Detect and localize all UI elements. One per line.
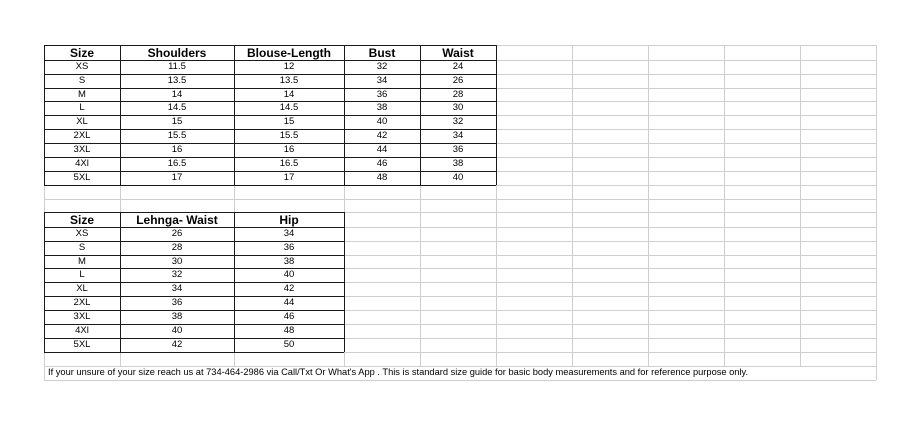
table1-cell: 44 bbox=[376, 144, 388, 156]
table2-cell: 46 bbox=[283, 311, 295, 323]
table2-cell: 38 bbox=[283, 255, 295, 267]
table1-cell: 13.5 bbox=[167, 75, 187, 87]
grid-line bbox=[648, 45, 649, 366]
table1-cell: 4Xl bbox=[75, 158, 89, 170]
table1-cell: 30 bbox=[452, 102, 464, 114]
table2-cell: 44 bbox=[283, 297, 295, 309]
table1-cell: 14 bbox=[283, 88, 295, 100]
table1-cell: 32 bbox=[452, 116, 464, 128]
footer-note: If your unsure of your size reach us at 734-464-2986 via Call/Txt Or What's App . This is standard size guide for basic body measurements and for reference purpose only. bbox=[48, 367, 749, 377]
table1-cell: 16.5 bbox=[167, 158, 187, 170]
table1-header-bust: Bust bbox=[368, 45, 396, 60]
table1-cell: 40 bbox=[452, 172, 464, 184]
table2-cell: 42 bbox=[171, 339, 183, 351]
table2-cell: 48 bbox=[283, 325, 295, 337]
table1-border bbox=[496, 45, 497, 185]
table2-cell: XL bbox=[76, 283, 88, 295]
table1-cell: 34 bbox=[452, 130, 464, 142]
table1-cell: 14 bbox=[171, 88, 183, 100]
table1-cell: 46 bbox=[376, 158, 388, 170]
table2-header-lehnga-waist: Lehnga- Waist bbox=[136, 212, 218, 227]
table2-cell: 36 bbox=[283, 242, 295, 254]
table1-cell: 15.5 bbox=[167, 130, 187, 142]
table2-cell: 30 bbox=[171, 255, 183, 267]
table1-cell: 17 bbox=[283, 172, 295, 184]
table1-cell: 13.5 bbox=[279, 75, 299, 87]
grid-line bbox=[876, 45, 877, 380]
table1-cell: 11.5 bbox=[168, 61, 186, 73]
table1-cell: 48 bbox=[376, 172, 388, 184]
table1-border bbox=[44, 185, 496, 186]
table1-cell: 17 bbox=[171, 172, 183, 184]
table1-cell: 16 bbox=[171, 144, 183, 156]
table2-cell: 42 bbox=[283, 283, 295, 295]
table1-cell: 16.5 bbox=[279, 158, 299, 170]
table2-border bbox=[344, 212, 345, 352]
table1-cell: 14.5 bbox=[167, 102, 187, 114]
grid-line bbox=[800, 45, 801, 366]
table1-cell: 16 bbox=[283, 144, 295, 156]
table1-cell: 12 bbox=[283, 61, 295, 73]
table2-header-size: Size bbox=[69, 212, 94, 227]
grid-line bbox=[44, 199, 876, 200]
table2-header-hip: Hip bbox=[279, 212, 299, 227]
grid-line bbox=[44, 380, 876, 381]
table2-cell: M bbox=[78, 255, 86, 267]
table2-cell: 2XL bbox=[73, 297, 91, 309]
table1-cell: S bbox=[78, 75, 86, 87]
table1-cell: 15 bbox=[283, 116, 295, 128]
table1-cell: 36 bbox=[376, 88, 388, 100]
table2-cell: 40 bbox=[283, 269, 295, 281]
table2-cell: 3XL bbox=[73, 311, 91, 323]
table1-cell: 38 bbox=[452, 158, 464, 170]
table1-cell: 42 bbox=[376, 130, 388, 142]
table1-header-shoulders: Shoulders bbox=[147, 45, 207, 60]
table2-cell: XS bbox=[75, 228, 89, 240]
table1-cell: 28 bbox=[452, 88, 464, 100]
table1-cell: 38 bbox=[376, 102, 388, 114]
table2-cell: 4Xl bbox=[75, 325, 89, 337]
table1-cell: XL bbox=[76, 116, 88, 128]
table1-cell: M bbox=[78, 88, 86, 100]
table2-cell: 34 bbox=[283, 228, 295, 240]
table1-cell: 26 bbox=[452, 75, 464, 87]
table1-cell: 5XL bbox=[73, 172, 91, 184]
table1-cell: 24 bbox=[452, 61, 464, 73]
grid-line bbox=[572, 45, 573, 366]
table2-cell: 26 bbox=[171, 228, 183, 240]
table1-cell: 34 bbox=[376, 75, 388, 87]
table2-border bbox=[44, 352, 344, 353]
table2-cell: 38 bbox=[171, 311, 183, 323]
table1-cell: 3XL bbox=[73, 144, 91, 156]
table1-cell: 36 bbox=[452, 144, 464, 156]
table2-cell: 5XL bbox=[73, 339, 91, 351]
grid-line bbox=[724, 45, 725, 366]
table2-cell: 50 bbox=[283, 339, 295, 351]
table1-header-blouse-length: Blouse-Length bbox=[247, 45, 331, 60]
table1-cell: XS bbox=[75, 61, 89, 73]
table1-cell: L bbox=[79, 102, 85, 114]
table1-cell: 15.5 bbox=[279, 130, 299, 142]
table1-header-waist: Waist bbox=[442, 45, 474, 60]
table1-cell: 15 bbox=[171, 116, 183, 128]
table2-cell: 40 bbox=[171, 325, 183, 337]
table2-cell: S bbox=[78, 242, 86, 254]
table2-cell: 34 bbox=[171, 283, 183, 295]
table1-cell: 2XL bbox=[73, 130, 91, 142]
table2-cell: 36 bbox=[171, 297, 183, 309]
table2-cell: 32 bbox=[171, 269, 183, 281]
table2-cell: L bbox=[79, 269, 85, 281]
table2-cell: 28 bbox=[171, 242, 183, 254]
table1-cell: 32 bbox=[376, 61, 388, 73]
table1-cell: 14.5 bbox=[279, 102, 299, 114]
table1-cell: 40 bbox=[376, 116, 388, 128]
table1-header-size: Size bbox=[69, 45, 94, 60]
